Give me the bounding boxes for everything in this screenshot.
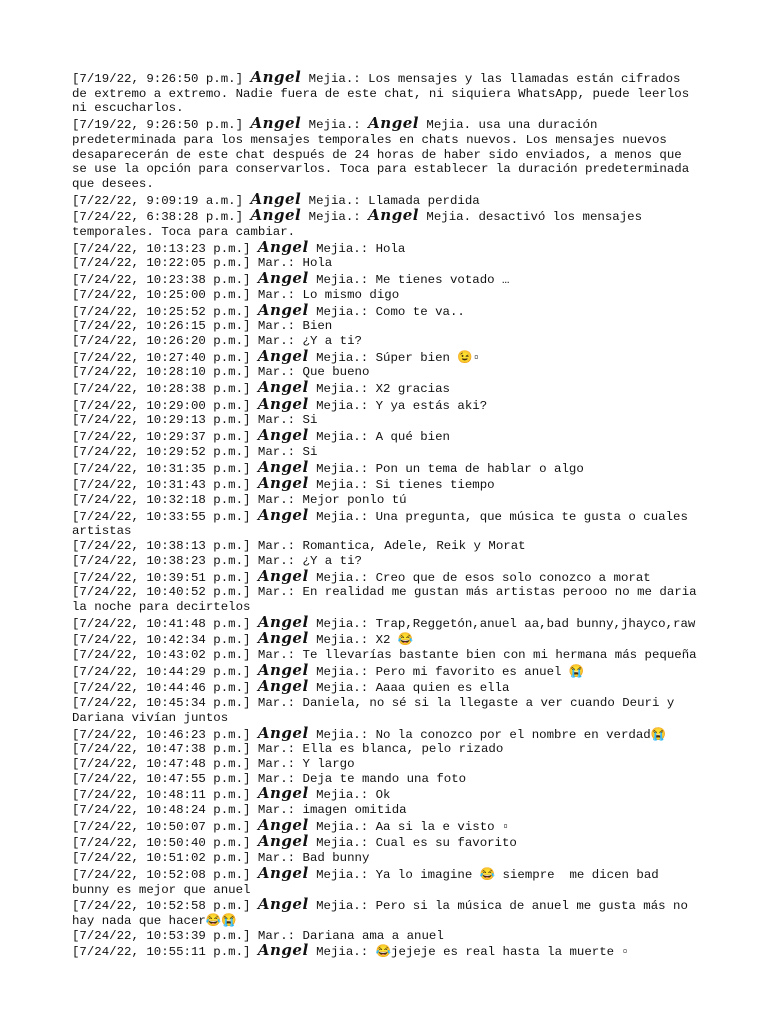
chat-message xyxy=(72,70,702,116)
chat-message xyxy=(72,834,702,851)
sender-name: 𝑨𝒏𝒈𝒆𝒍 xyxy=(257,505,309,524)
chat-message xyxy=(72,897,702,928)
message-text: Mejia.: Me tienes votado … xyxy=(308,273,510,288)
message-text: [7/24/22, 10:31:43 p.m.] xyxy=(72,478,258,493)
chat-message xyxy=(72,786,702,803)
message-text: [7/24/22, 10:55:11 p.m.] xyxy=(72,945,258,960)
message-text: [7/24/22, 10:45:34 p.m.] Mar.: Daniela, no sé si la llegaste a ver cuando Deuri y Dariana vivían juntos xyxy=(72,696,682,725)
chat-message xyxy=(72,271,702,288)
message-text: [7/24/22, 10:44:29 p.m.] xyxy=(72,664,258,679)
chat-message xyxy=(72,365,702,380)
chat-message xyxy=(72,288,702,303)
message-text: [7/24/22, 10:29:00 p.m.] xyxy=(72,398,258,413)
chat-message xyxy=(72,679,702,696)
message-text: [7/24/22, 10:32:18 p.m.] Mar.: Mejor ponlo tú xyxy=(72,492,407,507)
sender-name: 𝑨𝒏𝒈𝒆𝒍 xyxy=(257,832,309,851)
message-text: [7/24/22, 10:46:23 p.m.] xyxy=(72,727,258,742)
chat-message xyxy=(72,428,702,445)
sender-name: 𝑨𝒏𝒈𝒆𝒍 xyxy=(257,269,309,288)
message-text: [7/24/22, 10:29:52 p.m.] Mar.: Si xyxy=(72,444,318,459)
message-text: [7/24/22, 10:33:55 p.m.] xyxy=(72,509,258,524)
message-text: [7/19/22, 9:26:50 p.m.] xyxy=(72,72,251,86)
chat-message xyxy=(72,742,702,757)
message-text: Mejia.: Llamada perdida xyxy=(301,193,480,208)
message-text: [7/24/22, 10:31:35 p.m.] xyxy=(72,461,258,476)
message-text: Mejia.: 😂jejeje es real hasta la muerte ▫ xyxy=(308,945,629,960)
message-text: Mejia.: Los mensajes y las llamadas están cifrados de extremo a extremo. Nadie fuera de este chat, ni siquiera WhatsApp, puede leerlos ni escucharlos. xyxy=(72,72,697,116)
sender-name: 𝑨𝒏𝒈𝒆𝒍 xyxy=(257,677,309,696)
chat-message xyxy=(72,585,705,614)
sender-name: 𝑨𝒏𝒈𝒆𝒍 xyxy=(257,457,309,476)
message-text: Mejia.: Ya lo imagine 😂 siempre me dicen bad bunny es mejor que anuel xyxy=(72,867,667,897)
message-text: Mejia. usa una duración predeterminada para los mensajes temporales en chats nuevos. Los mensajes nuevos desaparecerán de este chat después de 24 horas de haber sido enviados, a menos que se use la opción para conservarlos. Toca para establecer la duración predeterminada que desees. xyxy=(72,118,697,191)
message-text: [7/24/22, 10:27:40 p.m.] xyxy=(72,350,258,365)
message-text: [7/24/22, 6:38:28 p.m.] xyxy=(72,210,251,225)
chat-message xyxy=(72,394,702,414)
chat-message xyxy=(72,334,702,349)
message-text: Mejia.: X2 gracias xyxy=(308,382,450,397)
message-text: Mejia.: Pero si la música de anuel me gusta más no hay nada que hacer😂😭 xyxy=(72,899,696,928)
message-text: [7/24/22, 10:23:38 p.m.] xyxy=(72,273,258,288)
message-text: Mejia.: Hola xyxy=(308,241,406,256)
chat-message xyxy=(72,851,702,866)
sender-name: 𝑨𝒏𝒈𝒆𝒍 xyxy=(257,863,309,882)
message-text: [7/24/22, 10:51:02 p.m.] Mar.: Bad bunny xyxy=(72,851,370,866)
chat-message xyxy=(72,493,702,508)
message-text: [7/24/22, 10:26:20 p.m.] Mar.: ¿Y a ti? xyxy=(72,333,362,348)
chat-message xyxy=(72,346,702,366)
chat-message xyxy=(72,929,702,944)
message-text: Mejia.: Ok xyxy=(308,788,391,803)
chat-message xyxy=(72,539,702,554)
message-text: [7/24/22, 10:48:11 p.m.] xyxy=(72,788,258,803)
sender-name: 𝑨𝒏𝒈𝒆𝒍 xyxy=(257,895,309,914)
message-text: [7/24/22, 10:39:51 p.m.] xyxy=(72,570,258,585)
sender-name: 𝑨𝒏𝒈𝒆𝒍 xyxy=(257,474,309,493)
message-text: [7/24/22, 10:52:08 p.m.] xyxy=(72,867,258,882)
message-text: Mejia.: A qué bien xyxy=(308,430,450,445)
message-text: Mejia.: Como te va.. xyxy=(308,304,465,319)
message-text: [7/24/22, 10:42:34 p.m.] xyxy=(72,633,258,648)
message-text: [7/24/22, 10:29:37 p.m.] xyxy=(72,430,258,445)
chat-message xyxy=(72,237,702,257)
sender-name: 𝑨𝒏𝒈𝒆𝒍 xyxy=(257,629,309,648)
chat-message xyxy=(72,660,702,680)
message-text: Mejia.: xyxy=(301,210,369,225)
message-text: [7/24/22, 10:40:52 p.m.] Mar.: En realidad me gustan más artistas perooo no me daria la noche para decirtelos xyxy=(72,585,705,614)
message-text: [7/24/22, 10:38:13 p.m.] Mar.: Romantica, Adele, Reik y Morat xyxy=(72,539,526,554)
sender-name: 𝑨𝒏𝒈𝒆𝒍 xyxy=(368,206,419,225)
chat-message xyxy=(72,815,702,835)
message-text: [7/24/22, 10:48:24 p.m.] Mar.: imagen omitida xyxy=(72,803,407,818)
sender-name: 𝑨𝒏𝒈𝒆𝒍 xyxy=(257,784,309,803)
message-text: [7/24/22, 10:53:39 p.m.] Mar.: Dariana ama a anuel xyxy=(72,928,444,943)
chat-message xyxy=(72,208,702,239)
message-text: [7/24/22, 10:38:23 p.m.] Mar.: ¿Y a ti? xyxy=(72,553,362,568)
message-text: Mejia.: Si tienes tiempo xyxy=(308,478,495,493)
chat-message xyxy=(72,648,702,663)
message-text: [7/24/22, 10:13:23 p.m.] xyxy=(72,241,258,256)
sender-name: 𝑨𝒏𝒈𝒆𝒍 xyxy=(250,206,302,225)
chat-message xyxy=(72,757,702,772)
chat-message xyxy=(72,612,702,632)
message-text: Mejia.: Cual es su favorito xyxy=(308,836,517,851)
message-text: [7/24/22, 10:25:52 p.m.] xyxy=(72,304,258,319)
sender-name: 𝑨𝒏𝒈𝒆𝒍 xyxy=(257,300,309,319)
message-text: Mejia. desactivó los mensajes temporales. Toca para cambiar. xyxy=(72,210,650,240)
sender-name: 𝑨𝒏𝒈𝒆𝒍 xyxy=(257,566,309,585)
chat-message xyxy=(72,300,702,320)
message-text: [7/24/22, 10:26:15 p.m.] Mar.: Bien xyxy=(72,319,333,334)
message-text: Mejia.: Pon un tema de hablar o algo xyxy=(308,461,584,476)
message-text: [7/24/22, 10:47:55 p.m.] Mar.: Deja te mando una foto xyxy=(72,771,467,786)
message-text: Mejia.: Trap,Reggetón,anuel aa,bad bunny,jhayco,raw xyxy=(308,616,696,631)
message-text: Mejia.: Súper bien 😉▫ xyxy=(308,350,481,365)
sender-name: 𝑨𝒏𝒈𝒆𝒍 xyxy=(257,815,309,834)
chat-message xyxy=(72,476,702,493)
message-text: [7/24/22, 10:50:07 p.m.] xyxy=(72,819,258,834)
chat-message xyxy=(72,723,702,743)
sender-name: 𝑨𝒏𝒈𝒆𝒍 xyxy=(257,426,309,445)
message-text: Mejia.: Y ya estás aki? xyxy=(308,398,488,413)
chat-message xyxy=(72,566,702,586)
chat-message xyxy=(72,413,702,428)
sender-name: 𝑨𝒏𝒈𝒆𝒍 xyxy=(250,189,302,208)
chat-message xyxy=(72,457,702,477)
sender-name: 𝑨𝒏𝒈𝒆𝒍 xyxy=(257,346,309,365)
chat-message xyxy=(72,319,702,334)
sender-name: 𝑨𝒏𝒈𝒆𝒍 xyxy=(257,941,309,960)
chat-message xyxy=(72,631,702,648)
message-text: [7/19/22, 9:26:50 p.m.] xyxy=(72,118,251,133)
message-text: Mejia.: Aaaa quien es ella xyxy=(308,681,510,696)
message-text: Mejia.: Pero mi favorito es anuel 😭 xyxy=(308,664,585,679)
sender-name: 𝑨𝒏𝒈𝒆𝒍 xyxy=(257,394,309,413)
sender-name: 𝑨𝒏𝒈𝒆𝒍 xyxy=(257,660,309,679)
chat-message xyxy=(72,116,702,192)
message-text: [7/24/22, 10:25:00 p.m.] Mar.: Lo mismo digo xyxy=(72,287,400,302)
chat-message xyxy=(72,863,702,897)
chat-message xyxy=(72,803,702,818)
sender-name: 𝑨𝒏𝒈𝒆𝒍 xyxy=(257,237,309,256)
message-text: Mejia.: No la conozco por el nombre en verdad😭 xyxy=(308,727,667,742)
message-text: [7/24/22, 10:44:46 p.m.] xyxy=(72,681,258,696)
chat-message xyxy=(72,943,702,960)
chat-transcript xyxy=(72,68,705,960)
chat-message xyxy=(72,505,702,539)
message-text: [7/24/22, 10:28:10 p.m.] Mar.: Que bueno xyxy=(72,365,370,380)
sender-name: 𝑨𝒏𝒈𝒆𝒍 xyxy=(250,114,302,133)
message-text: [7/22/22, 9:09:19 a.m.] xyxy=(72,193,251,208)
message-text: Mejia.: Una pregunta, que música te gusta o cuales artistas xyxy=(72,509,696,539)
message-text: Mejia.: Creo que de esos solo conozco a morat xyxy=(308,570,651,585)
message-text: [7/24/22, 10:22:05 p.m.] Mar.: Hola xyxy=(72,256,333,271)
chat-message xyxy=(72,380,702,397)
message-text: Mejia.: Aa si la e visto ▫ xyxy=(308,819,510,834)
sender-name: 𝑨𝒏𝒈𝒆𝒍 xyxy=(257,723,309,742)
message-text: Mejia.: xyxy=(301,118,369,133)
message-text: [7/24/22, 10:47:38 p.m.] Mar.: Ella es blanca, pelo rizado xyxy=(72,742,504,757)
message-text: [7/24/22, 10:41:48 p.m.] xyxy=(72,616,258,631)
chat-message xyxy=(72,554,702,569)
chat-message xyxy=(72,696,702,725)
message-text: [7/24/22, 10:29:13 p.m.] Mar.: Si xyxy=(72,413,318,428)
sender-name: 𝑨𝒏𝒈𝒆𝒍 xyxy=(257,378,309,397)
message-text: [7/24/22, 10:43:02 p.m.] Mar.: Te llevarías bastante bien con mi hermana más pequeña xyxy=(72,648,697,663)
sender-name: 𝑨𝒏𝒈𝒆𝒍 xyxy=(250,68,302,86)
chat-message xyxy=(72,772,702,787)
chat-message xyxy=(72,256,702,271)
message-text: [7/24/22, 10:52:58 p.m.] xyxy=(72,899,258,914)
chat-message xyxy=(72,445,702,460)
message-text: Mejia.: X2 😂 xyxy=(308,633,414,648)
message-text: [7/24/22, 10:50:40 p.m.] xyxy=(72,836,258,851)
sender-name: 𝑨𝒏𝒈𝒆𝒍 xyxy=(368,114,419,133)
message-text: [7/24/22, 10:28:38 p.m.] xyxy=(72,382,258,397)
message-text: [7/24/22, 10:47:48 p.m.] Mar.: Y largo xyxy=(72,756,355,771)
sender-name: 𝑨𝒏𝒈𝒆𝒍 xyxy=(257,612,309,631)
